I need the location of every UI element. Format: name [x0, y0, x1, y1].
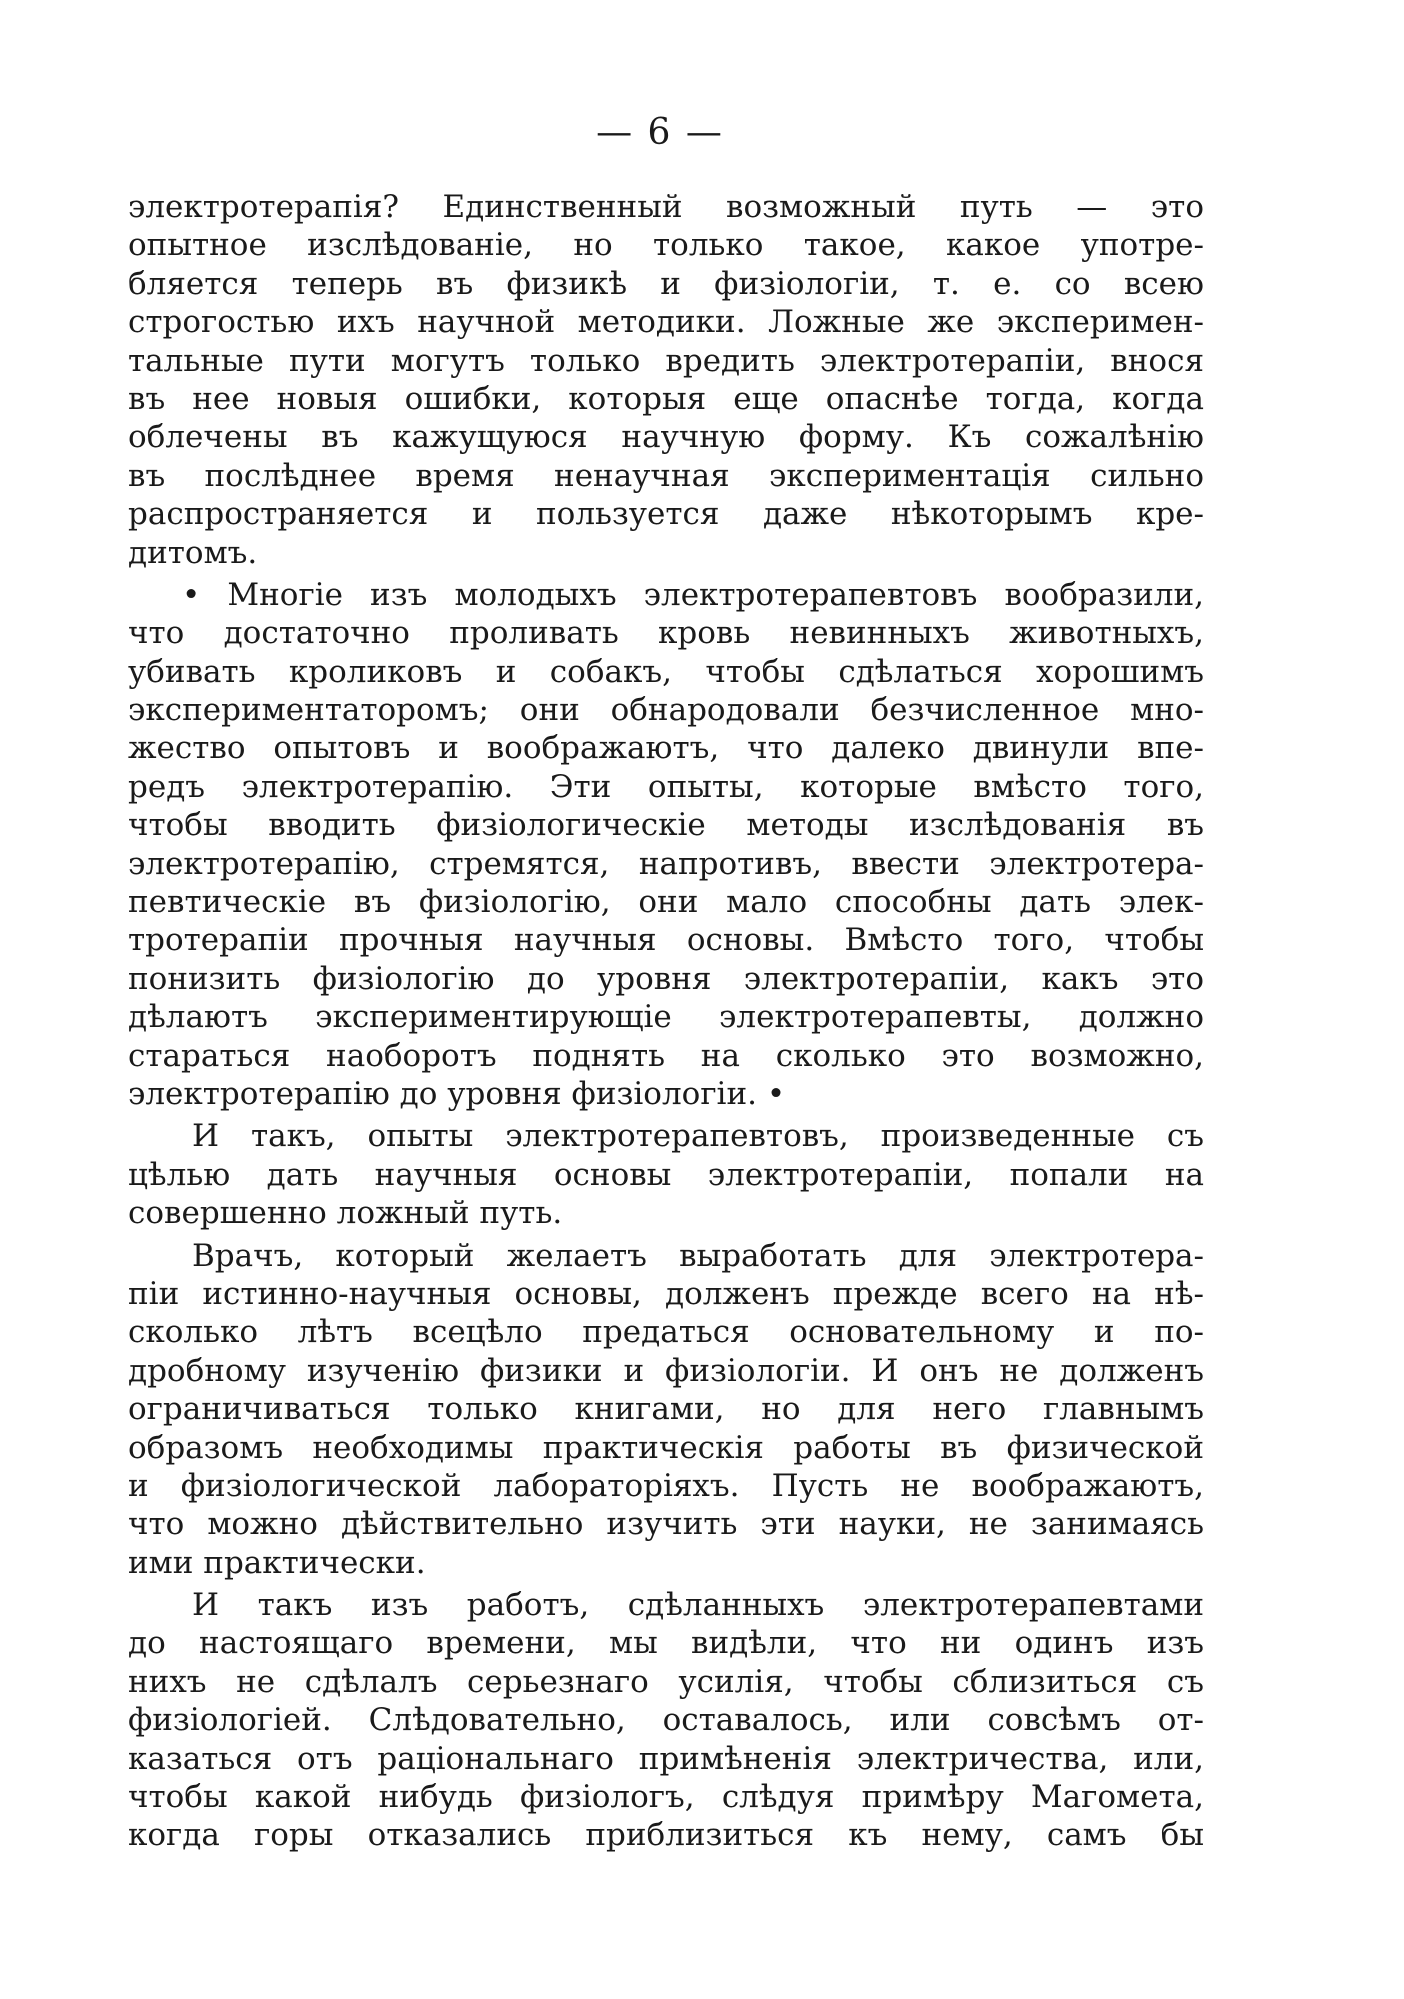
- text-line: ими практически.: [128, 1544, 426, 1581]
- text-line: дитомъ.: [128, 534, 258, 571]
- text-line: понизить физіологію до уровня электротерапіи, какъ это: [128, 960, 1204, 997]
- text-line: что достаточно проливать кровь невинныхъ животныхъ,: [128, 615, 1204, 652]
- text-line: цѣлью дать научныя основы электротерапіи, попали на: [128, 1156, 1204, 1193]
- paragraph: [128, 1586, 1204, 1855]
- text-line: въ послѣднее время ненаучная экспериментація сильно: [128, 457, 1204, 494]
- text-line: когда горы отказались приблизиться къ нему, самъ бы: [128, 1817, 1204, 1854]
- text-line: И такъ, опыты электротерапевтовъ, произведенные съ: [192, 1118, 1204, 1155]
- text-line: нихъ не сдѣлалъ серьезнаго усилія, чтобы сблизиться съ: [128, 1663, 1204, 1700]
- text-line: • Многіе изъ молодыхъ электротерапевтовъ вообразили,: [182, 576, 1204, 613]
- text-line: редъ электротерапію. Эти опыты, которые вмѣсто того,: [128, 768, 1204, 805]
- text-line: тротерапіи прочныя научныя основы. Вмѣсто того, чтобы: [128, 922, 1204, 959]
- text-line: убивать кроликовъ и собакъ, чтобы сдѣлаться хорошимъ: [128, 653, 1204, 690]
- text-line: совершенно ложный путь.: [128, 1195, 563, 1232]
- text-line: электротерапія? Единственный возможный путь — это: [128, 189, 1204, 225]
- paragraph: [128, 576, 1204, 1113]
- text-line: въ нее новыя ошибки, которыя еще опаснѣе тогда, когда: [128, 380, 1204, 417]
- text-line: И такъ изъ работъ, сдѣланныхъ электротерапевтами: [192, 1587, 1204, 1624]
- text-line: и физіологической лабораторіяхъ. Пусть не воображаютъ,: [128, 1467, 1204, 1504]
- text-line: тальные пути могутъ только вредить электротерапіи, внося: [128, 342, 1204, 379]
- text-line: піи истинно-научныя основы, долженъ прежде всего на нѣ-: [128, 1275, 1204, 1312]
- text-line: электротерапію до уровня физіологіи. •: [128, 1075, 786, 1112]
- text-line: что можно дѣйствительно изучить эти науки, не занимаясь: [128, 1506, 1204, 1543]
- text-line: стараться наоборотъ поднять на сколько это возможно,: [128, 1037, 1204, 1074]
- text-line: экспериментаторомъ; они обнародовали безчисленное мно-: [128, 692, 1204, 729]
- text-line: облечены въ кажущуюся научную форму. Къ сожалѣнію: [128, 419, 1204, 456]
- paragraph: [128, 1237, 1204, 1583]
- text-line: казаться отъ раціональнаго примѣненія электричества, или,: [128, 1740, 1204, 1777]
- paragraph: [128, 188, 1204, 572]
- text-line: образомъ необходимы практическія работы въ физической: [128, 1429, 1204, 1466]
- text-line: до настоящаго времени, мы видѣли, что ни одинъ изъ: [128, 1625, 1204, 1662]
- text-line: жество опытовъ и воображаютъ, что далеко двинули впе-: [128, 730, 1204, 767]
- text-line: чтобы какой нибудь физіологъ, слѣдуя примѣру Магомета,: [128, 1779, 1204, 1816]
- text-line: ограничиваться только книгами, но для него главнымъ: [128, 1391, 1204, 1428]
- text-line: чтобы вводить физіологическіе методы изслѣдованія въ: [128, 807, 1204, 844]
- text-line: опытное изслѣдованіе, но только такое, какое употре-: [128, 227, 1204, 264]
- text-line: строгостью ихъ научной методики. Ложные же эксперимен-: [128, 304, 1204, 341]
- text-line: распространяется и пользуется даже нѣкоторымъ кре-: [128, 496, 1204, 533]
- text-line: физіологіей. Слѣдовательно, оставалось, или совсѣмъ от-: [128, 1702, 1204, 1739]
- text-line: Врачъ, который желаетъ выработать для электротера-: [192, 1237, 1204, 1274]
- text-line: дробному изученію физики и физіологіи. И онъ не долженъ: [128, 1352, 1204, 1389]
- text-line: дѣлаютъ экспериментирующіе электротерапевты, должно: [128, 999, 1204, 1036]
- paragraph: [128, 1117, 1204, 1232]
- text-line: электротерапію, стремятся, напротивъ, ввести электротера-: [128, 845, 1204, 882]
- body-text: [128, 188, 1204, 1859]
- text-line: бляется теперь въ физикѣ и физіологіи, т. е. со всею: [128, 265, 1204, 302]
- text-line: сколько лѣтъ всецѣло предаться основательному и по-: [128, 1314, 1204, 1351]
- text-line: певтическіе въ физіологію, они мало способны дать элек-: [128, 884, 1204, 921]
- page-number: — 6 —: [596, 112, 724, 153]
